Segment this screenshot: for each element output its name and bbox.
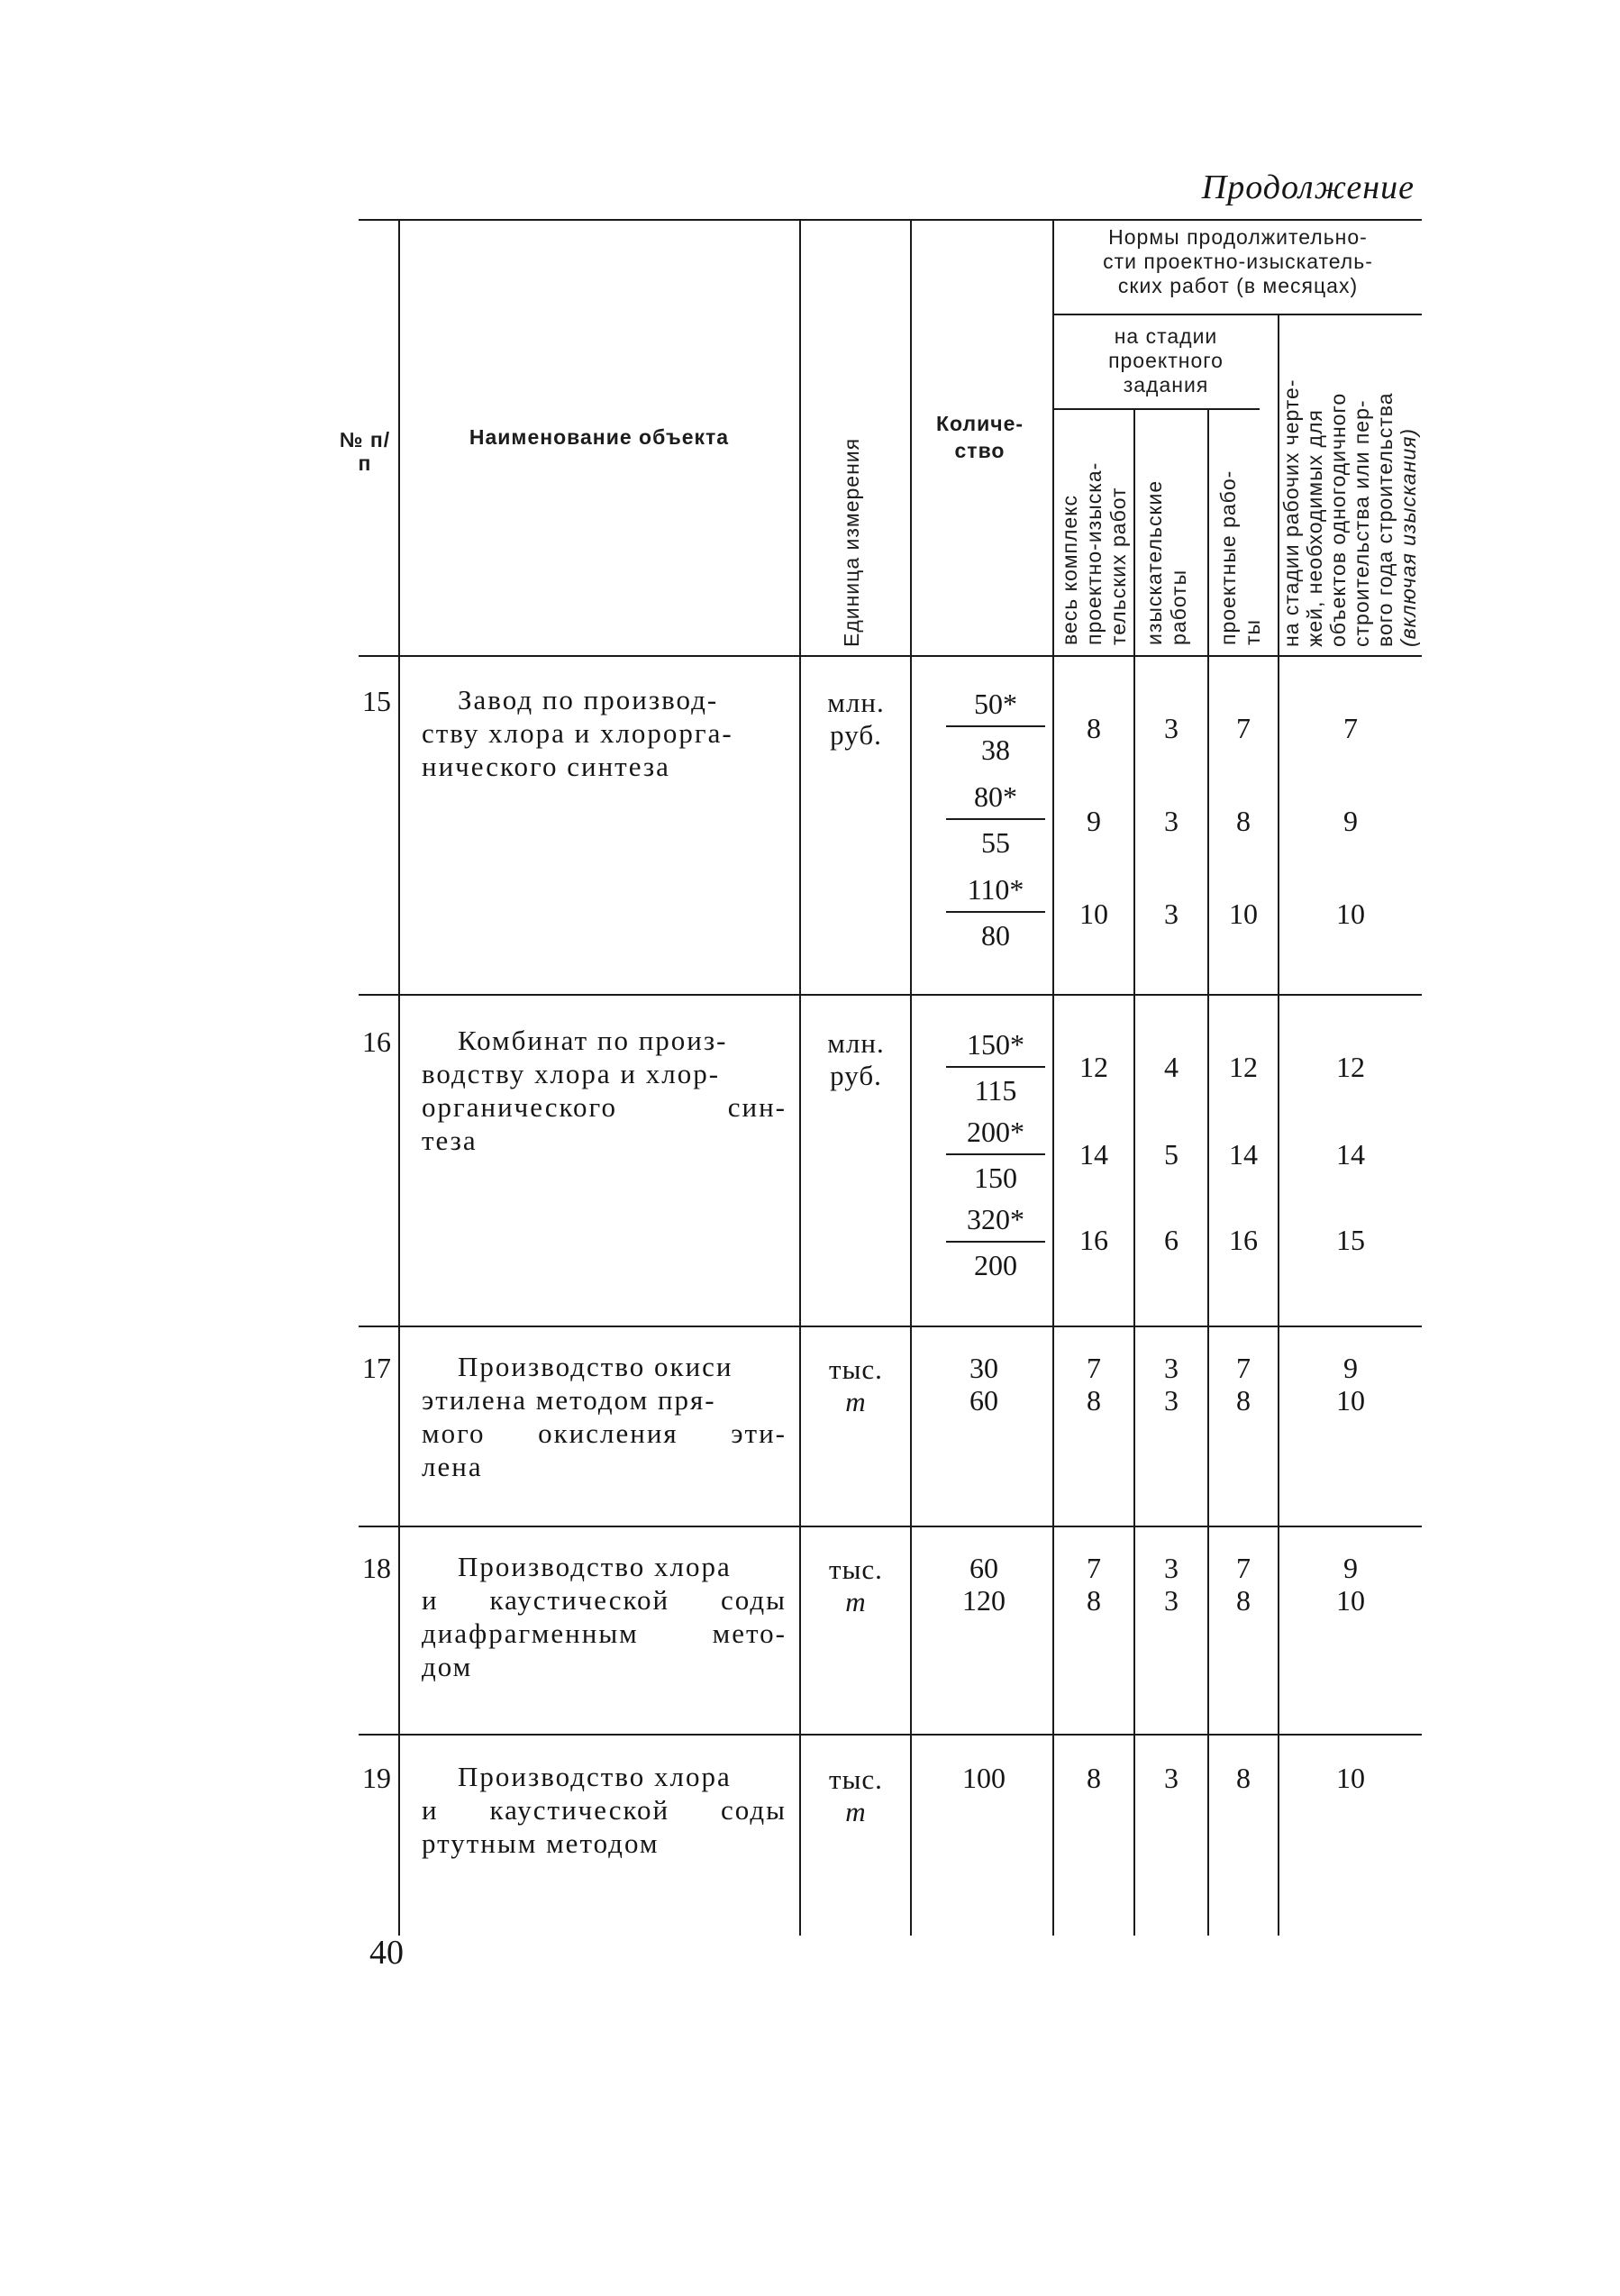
- header-qty: Количе- ство: [935, 412, 1024, 462]
- complex-value: 16: [1079, 1224, 1108, 1256]
- design-value: 14: [1229, 1138, 1258, 1171]
- header-sub-survey: изыскательские работы: [1142, 479, 1190, 645]
- complex-value: 8: [1087, 712, 1101, 744]
- survey-value: 3: [1164, 1762, 1179, 1794]
- unit: тыс. т: [829, 1763, 883, 1827]
- survey-value: 3 3: [1164, 1552, 1179, 1617]
- working-value: 14: [1336, 1138, 1365, 1171]
- continuation-label: Продолжение: [1201, 169, 1415, 206]
- survey-value: 3: [1164, 897, 1179, 930]
- unit: млн. руб.: [827, 1027, 885, 1091]
- design-value: 7 8: [1236, 1552, 1251, 1617]
- quantity-fraction: $\frac{150*}{115}$: [946, 1023, 1045, 1111]
- quantity-fraction: $\frac{200*}{150}$: [946, 1110, 1045, 1198]
- header-norms-group: Нормы продолжительно- сти проектно-изыскатель- ских работ (в месяцах): [1103, 225, 1373, 297]
- complex-value: 7 8: [1087, 1352, 1101, 1417]
- header-sub-complex: весь комплекс проектно-изыска- тельских работ: [1058, 461, 1130, 645]
- object-name: Завод по производ- ству хлора и хлорорга- нического синтеза: [422, 684, 733, 782]
- design-value: 16: [1229, 1224, 1258, 1256]
- survey-value: 3 3: [1164, 1352, 1179, 1417]
- design-value: 8: [1236, 1762, 1251, 1794]
- complex-value: 9: [1087, 805, 1101, 837]
- survey-value: 4: [1164, 1051, 1179, 1083]
- complex-value: 10: [1079, 897, 1108, 930]
- working-value: 10: [1336, 1762, 1365, 1794]
- unit: тыс. т: [829, 1553, 883, 1617]
- row-number: 16: [362, 1025, 391, 1058]
- object-name: Производство хлора и каустической соды ртутным методом: [422, 1761, 787, 1859]
- quantity-fraction: $\frac{110*}{80}$: [946, 868, 1045, 956]
- complex-value: 8: [1087, 1762, 1101, 1794]
- header-stage-project: на стадии проектного задания: [1108, 324, 1224, 396]
- row-number: 18: [362, 1552, 391, 1584]
- object-name: Комбинат по произ- водству хлора и хлор- органического син- теза: [422, 1025, 787, 1156]
- complex-value: 14: [1079, 1138, 1108, 1171]
- header-sub-design: проектные рабо- ты: [1216, 469, 1264, 645]
- survey-value: 6: [1164, 1224, 1179, 1256]
- design-value: 7 8: [1236, 1352, 1251, 1417]
- working-value: 15: [1336, 1224, 1365, 1256]
- working-value: 9: [1343, 805, 1358, 837]
- working-value: 9 10: [1336, 1552, 1365, 1617]
- unit: млн. руб.: [827, 687, 885, 751]
- quantity-fraction: $\frac{50*}{38}$: [946, 682, 1045, 770]
- row-number: 19: [362, 1762, 391, 1794]
- complex-value: 7 8: [1087, 1552, 1101, 1617]
- object-name: Производство окиси этилена методом пря- мого окисления эти- лена: [422, 1351, 787, 1482]
- survey-value: 3: [1164, 712, 1179, 744]
- design-value: 10: [1229, 897, 1258, 930]
- object-name: Производство хлора и каустической соды диафрагменным мето- дом: [422, 1551, 787, 1682]
- complex-value: 12: [1079, 1051, 1108, 1083]
- row-number: 15: [362, 685, 391, 717]
- header-unit: Единица измерения: [840, 437, 863, 647]
- row-number: 17: [362, 1352, 391, 1384]
- header-stage-working: на стадии рабочих черте- жей, необходимых для объектов одногодичного строительства или пер- вого года строительства (включая изыскания): [1279, 378, 1420, 647]
- working-value: 10: [1336, 897, 1365, 930]
- design-value: 7: [1236, 712, 1251, 744]
- design-value: 8: [1236, 805, 1251, 837]
- working-value: 12: [1336, 1051, 1365, 1083]
- working-value: 7: [1343, 712, 1358, 744]
- quantity-list: 30 60: [969, 1352, 998, 1417]
- survey-value: 3: [1164, 805, 1179, 837]
- page-number: 40: [369, 1934, 404, 1972]
- survey-value: 5: [1164, 1138, 1179, 1171]
- quantity-fraction: $\frac{80*}{55}$: [946, 775, 1045, 863]
- quantity-list: 100: [962, 1762, 1006, 1794]
- unit: тыс. т: [829, 1353, 883, 1417]
- working-value: 9 10: [1336, 1352, 1365, 1417]
- design-value: 12: [1229, 1051, 1258, 1083]
- quantity-fraction: $\frac{320*}{200}$: [946, 1198, 1045, 1286]
- quantity-list: 60 120: [962, 1552, 1006, 1617]
- header-name: Наименование объекта: [469, 425, 730, 449]
- header-num: № п/п: [339, 428, 391, 475]
